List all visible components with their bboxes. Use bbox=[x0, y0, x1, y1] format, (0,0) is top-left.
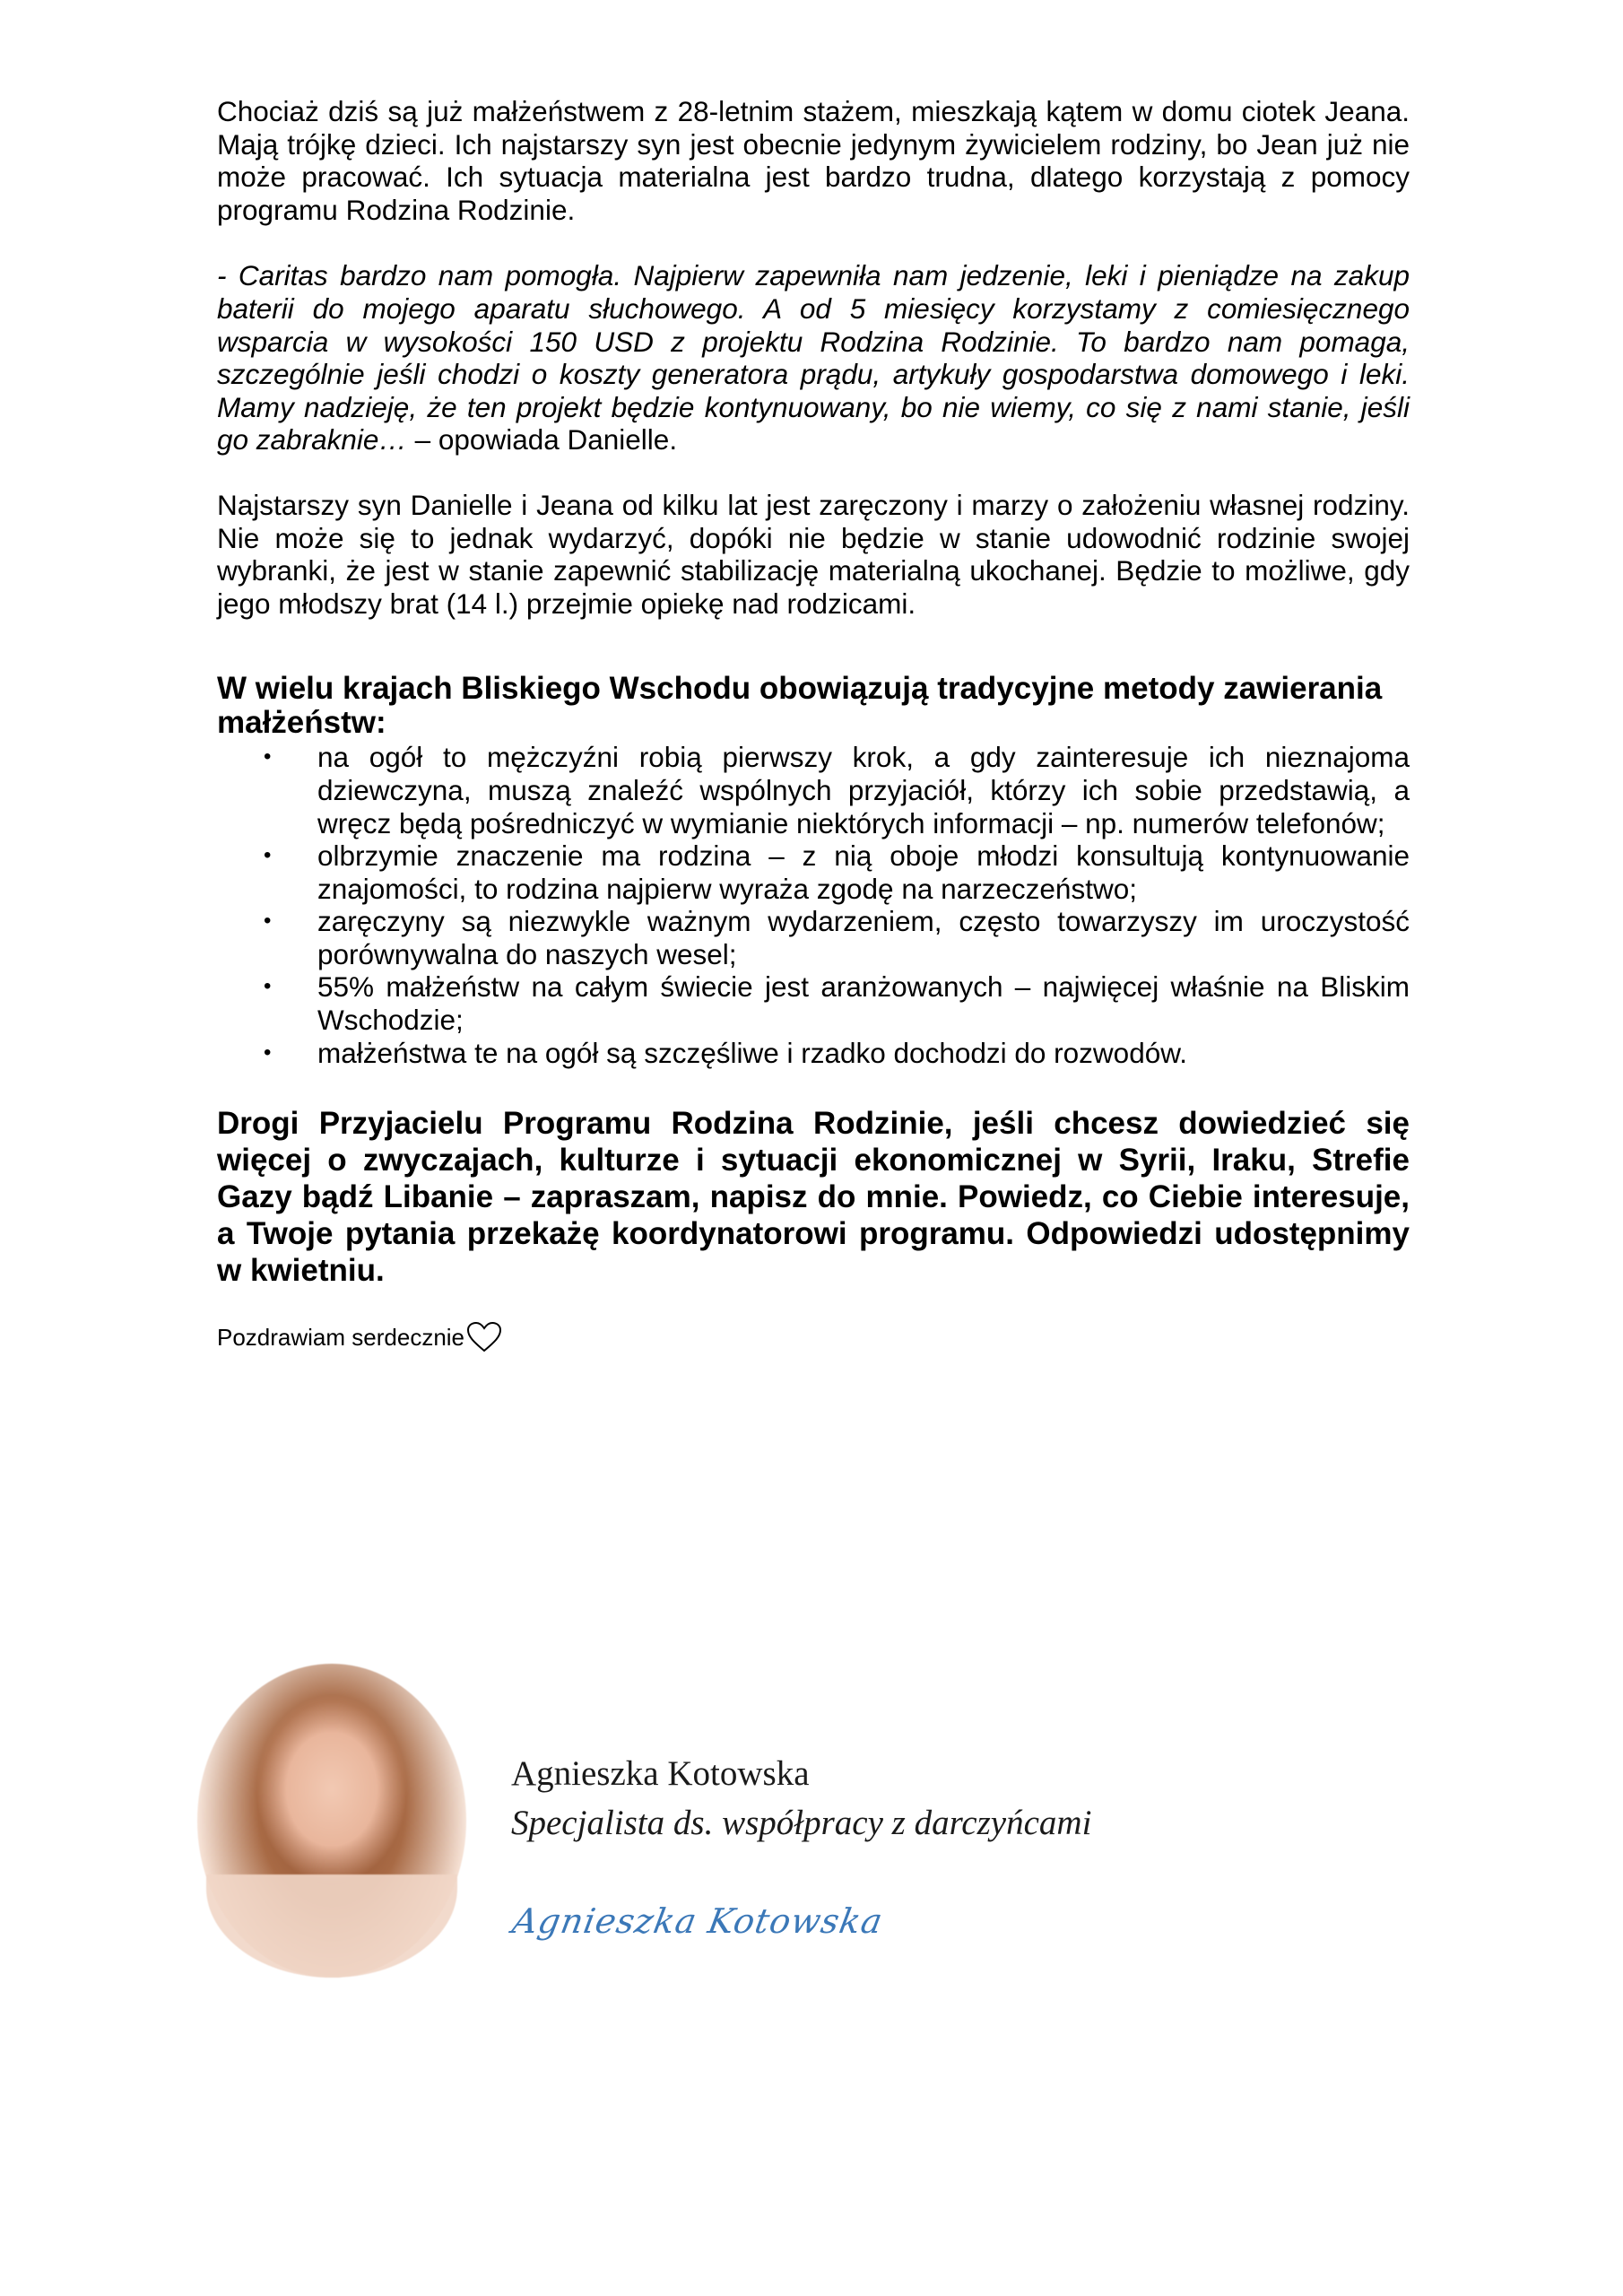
closing-invitation: Drogi Przyjacielu Programu Rodzina Rodzinie, jeśli chcesz dowiedzieć się więcej o zwyczajach, kulturze i sytuacji ekonomicznej w Syrii, Iraku, Strefie Gazy bądź Libanie – zapraszam, napisz do mnie. Powiedz, co Ciebie interesuje, a Twoje pytania przekażę koordynatorowi programu. Odpowiedzi udostępnimy w kwietniu. bbox=[217, 1106, 1410, 1289]
traditions-list bbox=[217, 741, 1410, 1069]
list-item-text: małżeństwa te na ogół są szczęśliwe i rzadko dochodzi do rozwodów. bbox=[317, 1036, 1187, 1069]
quote-text: - Caritas bardzo nam pomogła. Najpierw zapewniła nam jedzenie, leki i pieniądze na zakup baterii do mojego aparatu słuchowego. A od 5 miesięcy korzystamy z comiesięcznego wsparcia w wysokości 150 USD z projektu Rodzina Rodzinie. To bardzo nam pomaga, szczególnie jeśli chodzi o koszty generatora prądu, artykuły gospodarstwa domowego i leki. Mamy nadzieję, że ten projekt będzie kontynuowany, bo nie wiemy, co się z nami stanie, jeśli go zabraknie… bbox=[217, 259, 1410, 457]
author-photo-shirt bbox=[206, 1874, 457, 1978]
quote-attribution: – opowiada Danielle. bbox=[406, 423, 678, 457]
document-page bbox=[217, 95, 1410, 1353]
author-photo bbox=[197, 1664, 466, 1978]
list-item bbox=[217, 1037, 1410, 1070]
list-item bbox=[217, 905, 1410, 970]
list-item-text: zaręczyny są niezwykle ważnym wydarzeniem, często towarzyszy im uroczystość porównywalna do naszych wesel; bbox=[317, 905, 1410, 970]
list-item bbox=[217, 970, 1410, 1036]
bullet-icon: • bbox=[264, 843, 272, 868]
bullet-icon: • bbox=[264, 909, 272, 934]
handwritten-signature: Agnieszka Kotowska bbox=[509, 1901, 887, 1941]
list-item bbox=[217, 839, 1410, 905]
bullet-icon: • bbox=[264, 744, 272, 770]
signature-block bbox=[197, 1664, 1273, 1987]
greeting-text: Pozdrawiam serdecznie bbox=[217, 1324, 465, 1352]
paragraph-family-situation: Chociaż dziś są już małżeństwem z 28-letnim stażem, mieszkają kątem w domu ciotek Jeana. Mają trójkę dzieci. Ich najstarszy syn jest obecnie jedynym żywicielem rodziny, bo Jean już nie może pracować. Ich sytuacja materialna jest bardzo trudna, dlatego korzystają z pomocy programu Rodzina Rodzinie. bbox=[217, 95, 1410, 226]
list-item-text: olbrzymie znaczenie ma rodzina – z nią oboje młodzi konsultują kontynuowanie znajomości, to rodzina najpierw wyraża zgodę na narzeczeństwo; bbox=[317, 839, 1410, 905]
greeting bbox=[217, 1321, 1410, 1353]
author-role: Specjalista ds. współpracy z darczyńcami bbox=[511, 1804, 1092, 1842]
list-item-text: na ogół to mężczyźni robią pierwszy krok, a gdy zainteresuje ich nieznajoma dziewczyna, muszą znaleźć wspólnych przyjaciół, którzy ich sobie przedstawią, a wręcz będą pośredniczyć w wymianie niektórych informacji – np. numerów telefonów; bbox=[317, 741, 1410, 839]
heart-outline-icon bbox=[466, 1321, 502, 1353]
paragraph-eldest-son: Najstarszy syn Danielle i Jeana od kilku lat jest zaręczony i marzy o założeniu własnej rodziny. Nie może się to jednak wydarzyć, dopóki nie będzie w stanie udowodnić rodzinie swojej wybranki, że jest w stanie zapewnić stabilizację materialną ukochanej. Będzie to możliwe, gdy jego młodszy brat (14 l.) przejmie opiekę nad rodzicami. bbox=[217, 488, 1410, 620]
section-heading: W wielu krajach Bliskiego Wschodu obowiązują tradycyjne metody zawierania małżeństw: bbox=[217, 671, 1383, 741]
paragraph-quote bbox=[217, 259, 1410, 457]
list-item bbox=[217, 741, 1410, 839]
list-item-text: 55% małżeństw na całym świecie jest aranżowanych – najwięcej właśnie na Bliskim Wschodzie; bbox=[317, 970, 1410, 1037]
bullet-icon: • bbox=[264, 974, 272, 999]
bullet-icon: • bbox=[264, 1039, 272, 1065]
author-name: Agnieszka Kotowska bbox=[511, 1754, 810, 1793]
